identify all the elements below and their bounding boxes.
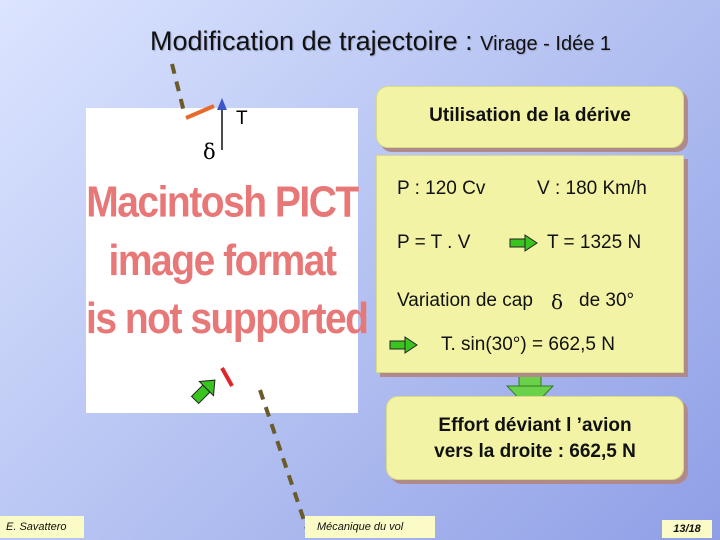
placeholder-line-2: image format xyxy=(108,236,336,285)
variation-text: Variation de cap xyxy=(397,290,533,311)
variation-symbol: δ xyxy=(551,290,564,314)
speed-text: V : 180 Km/h xyxy=(537,178,647,199)
title-main: Modification de trajectoire : xyxy=(150,26,481,56)
trajectory-bottom-dashes xyxy=(260,390,310,538)
calculation-panel xyxy=(376,155,684,373)
thrust-label: T xyxy=(236,108,248,129)
footer-author: E. Savattero xyxy=(0,516,84,538)
green-diagonal-arrow-icon xyxy=(188,373,222,407)
lateral-force-text: T. sin(30°) = 662,5 N xyxy=(441,334,615,355)
title-sub: Virage - Idée 1 xyxy=(480,33,612,55)
footer-page-number: 13/18 xyxy=(662,520,712,538)
footer-course: Mécanique du vol xyxy=(305,516,435,538)
angle-label: δ xyxy=(203,140,216,164)
deflected-vector xyxy=(186,106,214,118)
callout-effort xyxy=(386,396,684,480)
formula-text: P = T . V xyxy=(397,232,471,253)
placeholder-line-3: is not supported xyxy=(86,294,368,344)
variation-value: de 30° xyxy=(579,290,635,311)
callout-derive xyxy=(376,86,684,148)
effort-text xyxy=(387,413,683,465)
power-text: P : 120 Cv xyxy=(397,178,486,199)
effort-line-2: vers la droite : 662,5 N xyxy=(434,441,636,462)
red-track-segment xyxy=(222,368,232,386)
result-text: T = 1325 N xyxy=(547,232,642,253)
placeholder-line-1: Macintosh PICT xyxy=(86,178,358,227)
green-right-arrow-icon xyxy=(389,336,419,354)
thrust-arrowhead xyxy=(217,98,227,110)
green-right-arrow-icon xyxy=(509,234,539,252)
effort-line-1: Effort déviant l ’avion xyxy=(438,415,632,436)
callout-derive-text: Utilisation de la dérive xyxy=(429,105,631,126)
trajectory-top-dashes xyxy=(172,64,184,112)
